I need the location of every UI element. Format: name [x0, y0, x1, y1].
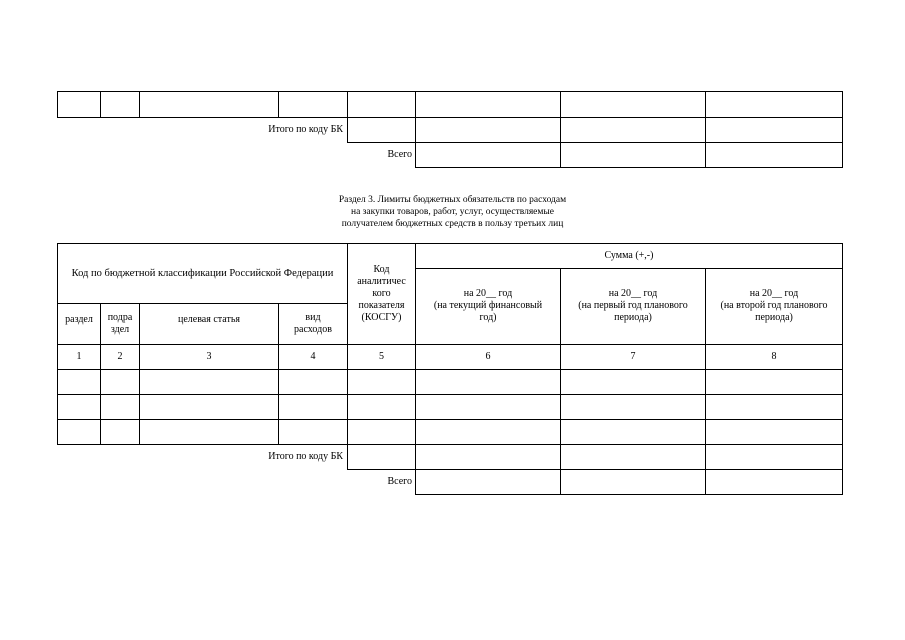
section3-title-line-1: Раздел 3. Лимиты бюджетных обязательств по расходам	[338, 195, 567, 205]
data-row-line	[57, 419, 843, 420]
table-vline	[842, 243, 843, 495]
col-number: 8	[771, 351, 777, 362]
top-table-border-bottom	[415, 167, 843, 168]
top-table-vline	[278, 91, 279, 118]
top-table-vline	[139, 91, 140, 118]
col-number: 7	[630, 351, 636, 362]
header-col8: на 20__ год (на второй год планового периода)	[720, 288, 828, 323]
section3-title-line-2: на закупки товаров, работ, услуг, осуществляемые	[350, 207, 555, 217]
header-podrazdel: подра здел	[107, 312, 133, 335]
col-number: 5	[379, 351, 384, 362]
header-kosgu: Код аналитичес кого показателя (КОСГУ)	[357, 264, 406, 323]
header-kbk-group: Код по бюджетной классификации Российской Федерации	[71, 268, 334, 279]
header-celevaya-statya: целевая статья	[178, 314, 240, 325]
col-number: 6	[485, 351, 491, 362]
numbers-row-line	[57, 369, 843, 370]
header-razdel: раздел	[65, 314, 93, 325]
data-row-line	[57, 394, 843, 395]
top-table-vline	[57, 91, 58, 118]
top-itogo-label: Итого по коду БК	[268, 124, 343, 135]
top-table-vline	[560, 91, 561, 168]
col-number: 2	[117, 351, 123, 362]
top-vsego-label: Всего	[387, 149, 412, 160]
top-table-vline	[100, 91, 101, 118]
summa-underline	[415, 268, 843, 269]
header-summa: Сумма (+,-)	[604, 250, 654, 261]
table-border-bottom	[415, 494, 843, 495]
top-table-vline	[347, 91, 348, 143]
top-table-vline	[415, 91, 416, 168]
col-number: 4	[310, 351, 316, 362]
col-number: 1	[76, 351, 82, 362]
col-number: 3	[206, 351, 212, 362]
itogo-row-line	[347, 469, 843, 470]
table-vline	[415, 243, 416, 495]
vsego-label: Всего	[387, 476, 412, 487]
header-col7: на 20__ год (на первый год планового периода)	[578, 288, 688, 323]
section3-title-line-3: получателем бюджетных средств в пользу третьих лиц	[341, 219, 564, 229]
top-table-vline	[842, 91, 843, 168]
table-vline	[57, 243, 58, 445]
itogo-label: Итого по коду БК	[268, 451, 343, 462]
top-table-border-top	[57, 91, 843, 92]
top-table-vline	[705, 91, 706, 168]
header-col6: на 20__ год (на текущий финансовый год)	[433, 288, 543, 323]
header-vid-rashodov: вид расходов	[294, 312, 332, 335]
top-table-itogo-line	[347, 142, 843, 143]
